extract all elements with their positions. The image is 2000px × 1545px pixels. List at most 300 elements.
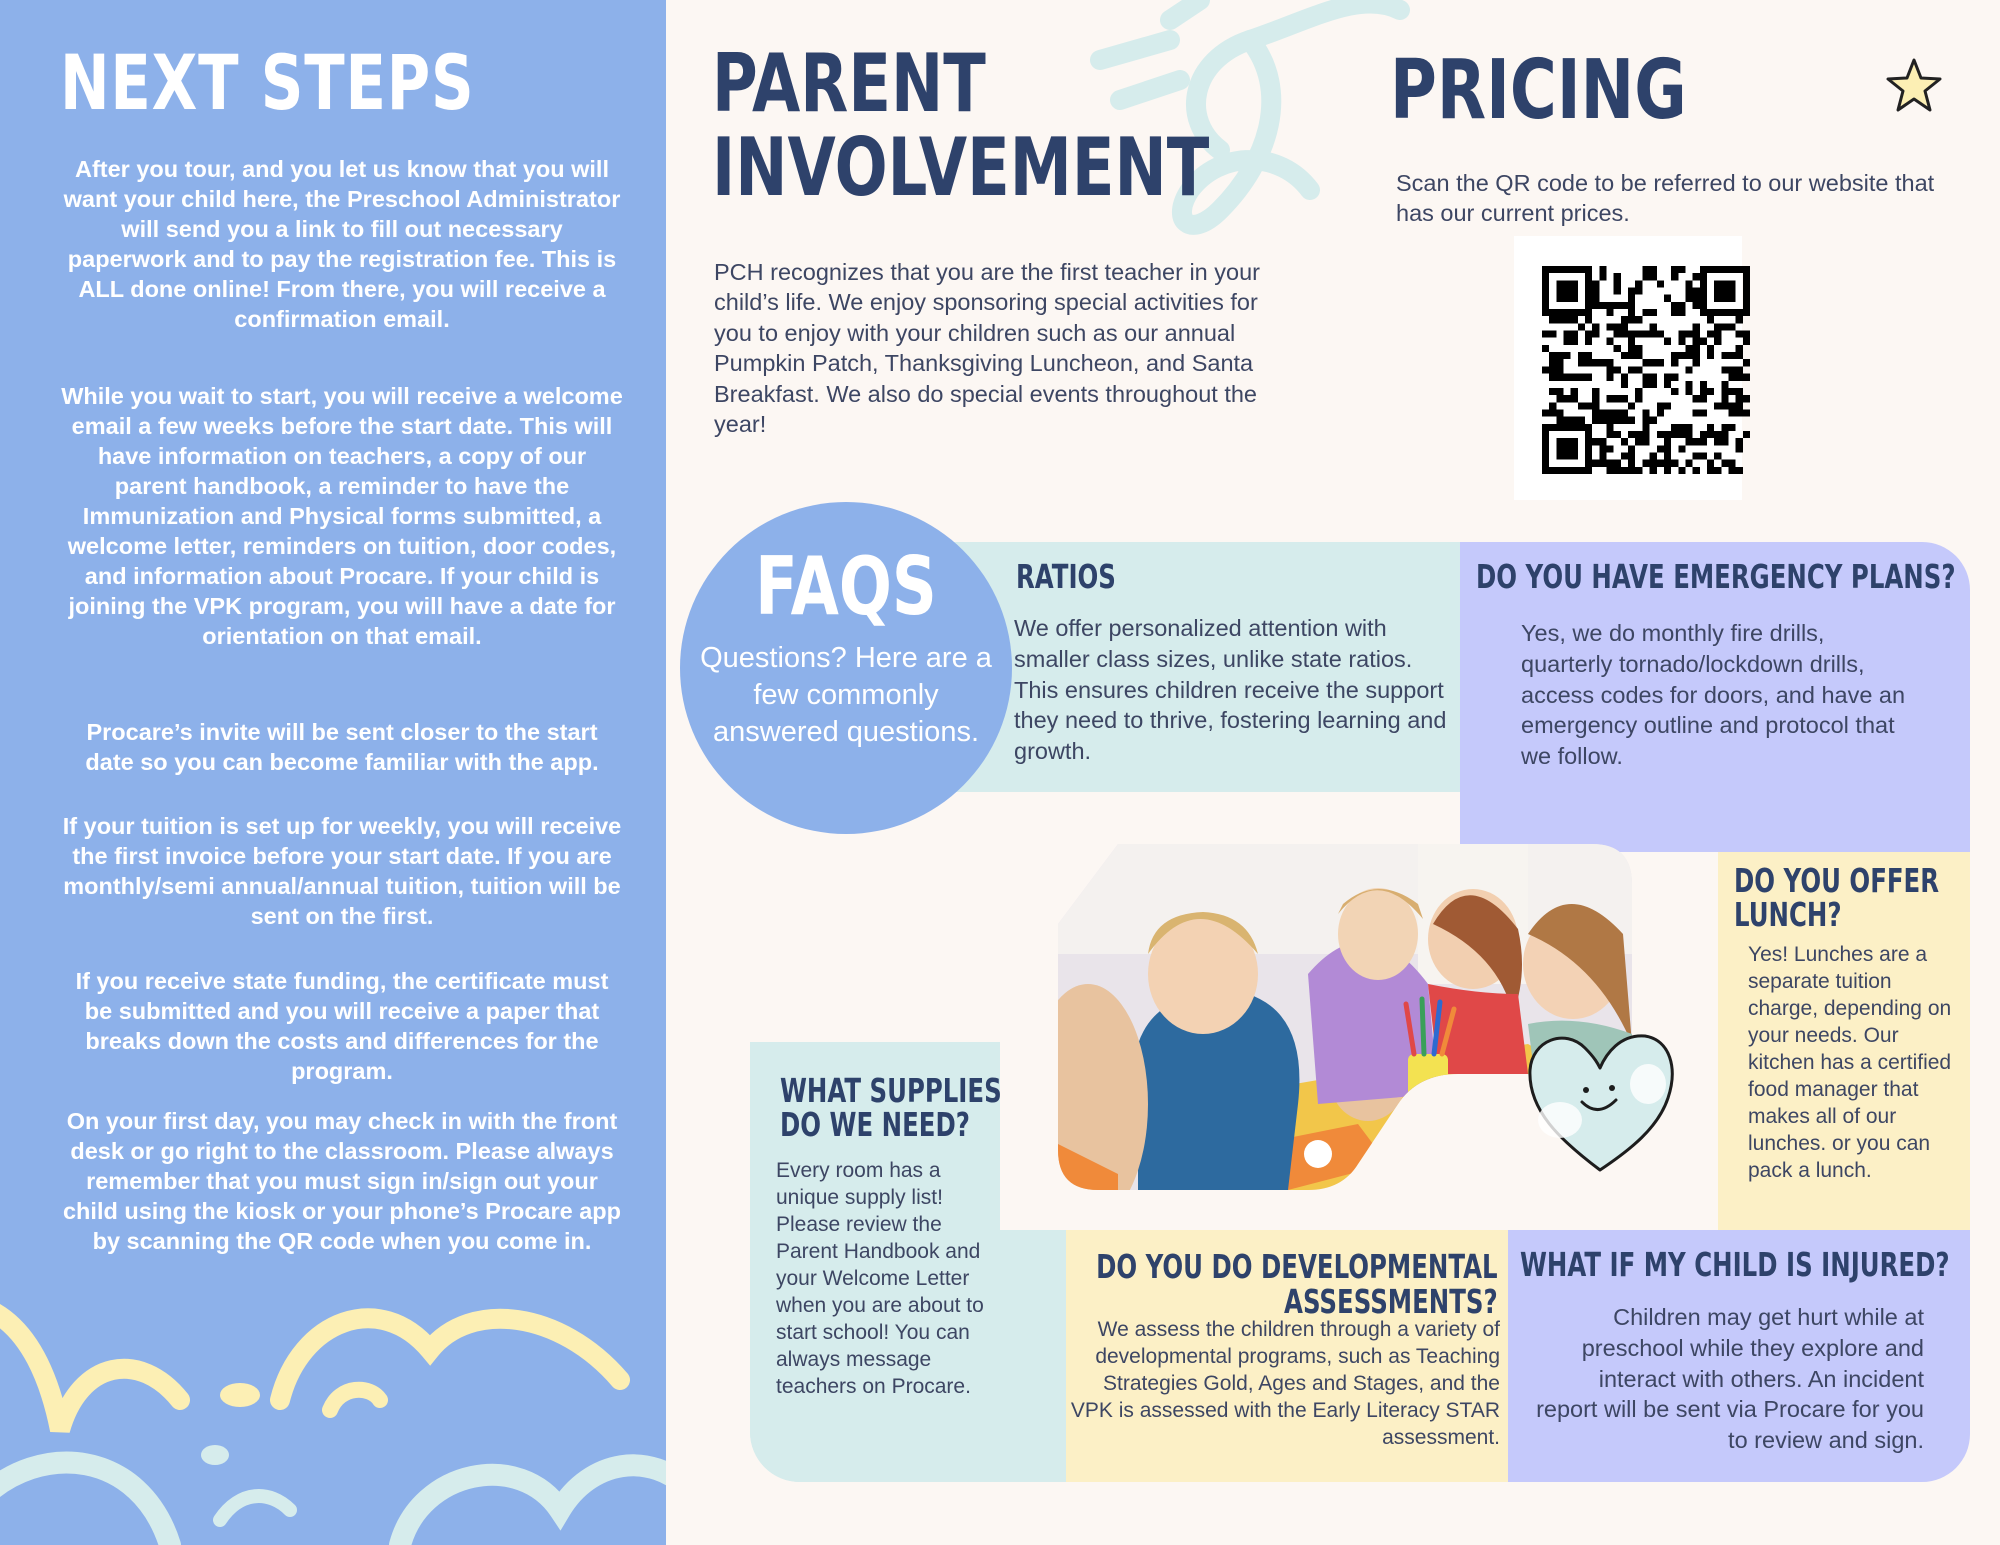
qr-module [1743,309,1750,316]
qr-module [1614,280,1621,287]
qr-module [1721,288,1728,295]
qr-module [1693,438,1700,445]
qr-module [1592,388,1599,395]
qr-module [1599,273,1606,280]
qr-module [1707,345,1714,352]
qr-module [1614,345,1621,352]
qr-module [1542,467,1549,474]
qr-module [1642,460,1649,467]
qr-module [1564,395,1571,402]
qr-module [1564,452,1571,459]
qr-module [1664,431,1671,438]
qr-module [1721,266,1728,273]
qr-module [1671,431,1678,438]
qr-module [1592,409,1599,416]
qr-module [1592,395,1599,402]
qr-module [1556,388,1563,395]
qr-module [1628,366,1635,373]
qr-module [1585,438,1592,445]
qr-module [1628,288,1635,295]
qr-module [1607,366,1614,373]
qr-module [1671,352,1678,359]
faq-question-lunch: DO YOU OFFER [1734,861,1940,900]
qr-module [1671,374,1678,381]
qr-module [1635,366,1642,373]
qr-module [1564,309,1571,316]
qr-module [1721,395,1728,402]
faq-question-ratios: RATIOS [1016,557,1116,596]
qr-module [1556,395,1563,402]
qr-module [1578,359,1585,366]
qr-module [1578,266,1585,273]
qr-module [1700,388,1707,395]
qr-module [1642,431,1649,438]
qr-module [1736,445,1743,452]
qr-module [1621,438,1628,445]
qr-module [1599,409,1606,416]
qr-module [1621,316,1628,323]
qr-module [1592,323,1599,330]
qr-module [1556,445,1563,452]
qr-module [1585,266,1592,273]
qr-module [1607,467,1614,474]
qr-module [1743,288,1750,295]
qr-module [1564,374,1571,381]
qr-module [1685,280,1692,287]
qr-module [1721,431,1728,438]
qr-module [1599,460,1606,467]
faq-answer-developmental: We assess the children through a variety of developmental programs, such as Teaching Strategies Gold, Ages and Stages, and the VPK is assessed with the Early Literacy STAR assessment. [1070,1318,1500,1449]
qr-module [1542,345,1549,352]
qr-module [1728,266,1735,273]
qr-module [1736,331,1743,338]
qr-module [1657,409,1664,416]
qr-module [1628,402,1635,409]
qr-module [1743,266,1750,273]
qr-module [1700,266,1707,273]
qr-module [1585,402,1592,409]
qr-module [1664,438,1671,445]
qr-module [1657,445,1664,452]
qr-module [1585,316,1592,323]
qr-module [1599,452,1606,459]
qr-module [1556,309,1563,316]
qr-module [1628,431,1635,438]
qr-module [1642,309,1649,316]
qr-module [1628,338,1635,345]
qr-module [1728,288,1735,295]
qr-module [1693,288,1700,295]
qr-module [1556,467,1563,474]
qr-module [1693,331,1700,338]
qr-module [1592,288,1599,295]
qr-module [1585,280,1592,287]
qr-module [1650,381,1657,388]
qr-module [1628,452,1635,459]
qr-module [1614,467,1621,474]
qr-module [1556,438,1563,445]
qr-module [1700,280,1707,287]
qr-module [1685,366,1692,373]
qr-module [1585,467,1592,474]
qr-module [1685,331,1692,338]
qr-module [1642,359,1649,366]
qr-module [1549,374,1556,381]
qr-module [1592,302,1599,309]
qr-module [1657,280,1664,287]
parent-involvement-title: PARENT [712,37,986,130]
qr-module [1743,273,1750,280]
qr-module [1592,402,1599,409]
qr-module [1721,352,1728,359]
qr-module [1736,467,1743,474]
qr-module [1564,467,1571,474]
qr-module [1571,445,1578,452]
qr-module [1635,388,1642,395]
qr-module [1621,409,1628,416]
qr-module [1714,467,1721,474]
qr-module [1556,417,1563,424]
qr-module [1728,424,1735,431]
qr-module [1657,460,1664,467]
qr-module [1556,295,1563,302]
qr-module [1564,438,1571,445]
qr-module [1564,338,1571,345]
qr-module [1678,302,1685,309]
qr-module [1571,288,1578,295]
qr-module [1721,424,1728,431]
qr-module [1556,352,1563,359]
qr-module [1700,452,1707,459]
qr-module [1714,280,1721,287]
qr-module [1736,316,1743,323]
qr-module [1664,445,1671,452]
qr-module [1556,424,1563,431]
qr-module [1578,309,1585,316]
qr-module [1542,366,1549,373]
qr-module [1664,467,1671,474]
qr-module [1628,417,1635,424]
qr-module [1642,331,1649,338]
qr-module [1571,316,1578,323]
qr-module [1607,309,1614,316]
qr-module [1685,431,1692,438]
qr-module [1621,467,1628,474]
qr-module [1556,374,1563,381]
qr-module [1549,402,1556,409]
faq-question-developmental: ASSESSMENTS? [1284,1282,1498,1321]
qr-module [1693,345,1700,352]
qr-module [1721,323,1728,330]
qr-module [1743,295,1750,302]
qr-module [1664,295,1671,302]
qr-module [1621,395,1628,402]
qr-module [1671,388,1678,395]
qr-module [1700,431,1707,438]
qr-module [1736,409,1743,416]
qr-module [1714,431,1721,438]
qr-module [1621,381,1628,388]
qr-module [1585,431,1592,438]
qr-module [1592,359,1599,366]
qr-module [1721,438,1728,445]
qr-module [1721,295,1728,302]
qr-module [1549,309,1556,316]
qr-module [1635,331,1642,338]
qr-module [1592,331,1599,338]
qr-module [1614,417,1621,424]
qr-module [1549,388,1556,395]
faq-circle [680,502,1012,834]
qr-module [1578,424,1585,431]
qr-module [1700,273,1707,280]
qr-module [1685,288,1692,295]
qr-module [1685,295,1692,302]
qr-module [1542,280,1549,287]
qr-module [1571,295,1578,302]
qr-module [1721,402,1728,409]
qr-module [1628,445,1635,452]
qr-module [1628,345,1635,352]
qr-module [1707,352,1714,359]
qr-module [1564,445,1571,452]
qr-module [1685,438,1692,445]
qr-module [1657,331,1664,338]
qr-module [1678,445,1685,452]
faq-title: FAQS [755,540,937,633]
decorative-swirls [0,1290,666,1545]
qr-module [1592,438,1599,445]
pricing-body: Scan the QR code to be referred to our website that has our current prices. [1396,170,1935,227]
next-steps-title: NEXT STEPS [60,38,475,127]
qr-module [1542,445,1549,452]
qr-module [1614,331,1621,338]
qr-module [1671,309,1678,316]
qr-module [1564,352,1571,359]
qr-module [1542,309,1549,316]
qr-module [1700,438,1707,445]
qr-module [1650,266,1657,273]
qr-module [1607,431,1614,438]
qr-module [1700,288,1707,295]
qr-module [1614,273,1621,280]
qr-module [1614,431,1621,438]
qr-module [1714,331,1721,338]
parent-involvement-body: PCH recognizes that you are the first teacher in your child’s life. We enjoy sponsoring special activities for you to enjoy with your children such as our annual Pumpkin Patch, Thanksgiving Luncheon, and Santa Breakfast. We also do special events throughout the year! [714,259,1260,438]
qr-module [1585,460,1592,467]
qr-module [1599,438,1606,445]
qr-module [1614,409,1621,416]
qr-module [1635,438,1642,445]
qr-module [1707,388,1714,395]
qr-module [1664,460,1671,467]
qr-module [1635,395,1642,402]
qr-module [1571,266,1578,273]
qr-module [1578,374,1585,381]
qr-module [1693,323,1700,330]
qr-module [1556,452,1563,459]
qr-module [1671,266,1678,273]
qr-module [1650,374,1657,381]
qr-module [1585,273,1592,280]
qr-module [1549,331,1556,338]
next-steps-paragraph: Procare’s invite will be sent closer to the start date so you can become familiar with the app. [85,719,599,775]
qr-module [1542,424,1549,431]
qr-module [1693,295,1700,302]
faq-question-supplies: DO WE NEED? [780,1105,970,1144]
qr-module [1564,417,1571,424]
qr-module [1700,395,1707,402]
qr-module [1743,431,1750,438]
qr-module [1607,359,1614,366]
qr-module [1743,374,1750,381]
qr-module [1614,366,1621,373]
next-steps-paragraph: On your first day, you may check in with the front desk or go right to the classroom. Please always remember that you must sign in/sign out your child using the kiosk or your phone’s Procare app by scanning the QR code when you come in. [62,1108,622,1254]
qr-module [1571,388,1578,395]
qr-module [1693,359,1700,366]
qr-module [1721,366,1728,373]
qr-module [1743,302,1750,309]
qr-module [1621,331,1628,338]
faq-answer-lunch: Yes! Lunches are a separate tuition charge, depending on your needs. Our kitchen has a certified food manager that makes all of our lunches. or you can pack a lunch. [1748,943,1952,1182]
qr-module [1635,467,1642,474]
qr-module [1542,331,1549,338]
qr-module [1571,467,1578,474]
qr-module [1621,374,1628,381]
qr-module [1693,352,1700,359]
qr-module [1585,302,1592,309]
qr-module [1671,424,1678,431]
qr-module [1635,280,1642,287]
qr-module [1700,381,1707,388]
qr-module [1578,323,1585,330]
qr-module [1628,467,1635,474]
qr-module [1671,273,1678,280]
qr-module [1678,266,1685,273]
qr-module [1628,331,1635,338]
qr-module [1564,295,1571,302]
qr-module [1585,352,1592,359]
qr-module [1578,402,1585,409]
faq-subtitle: Questions? Here are a few commonly answered questions. [700,642,992,748]
qr-module [1707,266,1714,273]
faq-answer-supplies: Every room has a unique supply list! Please review the Parent Handbook and your Welcome Letter when you are about to start school! You can always message teachers on Procare. [776,1159,984,1398]
parent-involvement-title: INVOLVEMENT [712,121,1210,214]
qr-module [1650,331,1657,338]
qr-module [1642,438,1649,445]
qr-code[interactable] [1542,266,1750,474]
qr-module [1657,431,1664,438]
qr-module [1728,295,1735,302]
qr-module [1542,266,1549,273]
qr-module [1671,460,1678,467]
qr-module [1736,345,1743,352]
qr-module [1736,402,1743,409]
qr-module [1721,388,1728,395]
qr-module [1556,316,1563,323]
qr-module [1564,424,1571,431]
qr-module [1714,438,1721,445]
qr-module [1607,323,1614,330]
qr-module [1585,295,1592,302]
faq-answer-injured: Children may get hurt while at preschool while they explore and interact with others. An incident report will be sent via Procare for you to review and sign. [1536,1304,1924,1454]
qr-module [1542,460,1549,467]
qr-module [1578,352,1585,359]
qr-module [1585,445,1592,452]
faq-answer-ratios: We offer personalized attention with smaller class sizes, unlike state ratios. This ensures children receive the support they need to thrive, fostering learning and growth. [1014,615,1447,765]
qr-module [1678,352,1685,359]
qr-code-container[interactable] [1514,236,1742,500]
qr-module [1614,323,1621,330]
qr-module [1628,309,1635,316]
qr-module [1642,417,1649,424]
qr-module [1650,452,1657,459]
qr-module [1664,338,1671,345]
qr-module [1542,431,1549,438]
qr-module [1628,295,1635,302]
qr-module [1571,331,1578,338]
qr-module [1671,359,1678,366]
qr-module [1728,388,1735,395]
qr-module [1700,409,1707,416]
qr-module [1585,331,1592,338]
qr-module [1585,374,1592,381]
qr-module [1621,302,1628,309]
qr-module [1542,295,1549,302]
qr-module [1607,417,1614,424]
next-steps-paragraph: If you receive state funding, the certificate must be submitted and you will receive a paper that breaks down the costs and differences for the program. [75,968,609,1084]
qr-module [1642,374,1649,381]
qr-module [1607,445,1614,452]
qr-module [1542,273,1549,280]
qr-module [1571,374,1578,381]
qr-module [1678,331,1685,338]
qr-module [1707,331,1714,338]
qr-module [1728,352,1735,359]
qr-module [1736,388,1743,395]
qr-module [1678,309,1685,316]
qr-module [1664,402,1671,409]
qr-module [1714,266,1721,273]
qr-module [1564,266,1571,273]
qr-module [1714,288,1721,295]
qr-module [1571,338,1578,345]
qr-module [1607,460,1614,467]
qr-module [1542,452,1549,459]
qr-module [1571,417,1578,424]
qr-module [1642,424,1649,431]
qr-module [1678,431,1685,438]
qr-module [1599,302,1606,309]
qr-module [1721,460,1728,467]
qr-module [1635,316,1642,323]
qr-module [1650,467,1657,474]
qr-module [1693,467,1700,474]
qr-module [1721,381,1728,388]
qr-module [1743,359,1750,366]
qr-module [1707,431,1714,438]
qr-module [1542,438,1549,445]
faq-question-developmental: DO YOU DO DEVELOPMENTAL [1096,1247,1498,1286]
qr-module [1714,309,1721,316]
qr-module [1621,323,1628,330]
qr-module [1578,467,1585,474]
qr-module [1678,424,1685,431]
qr-module [1714,323,1721,330]
qr-module [1607,302,1614,309]
qr-module [1728,460,1735,467]
qr-module [1707,424,1714,431]
